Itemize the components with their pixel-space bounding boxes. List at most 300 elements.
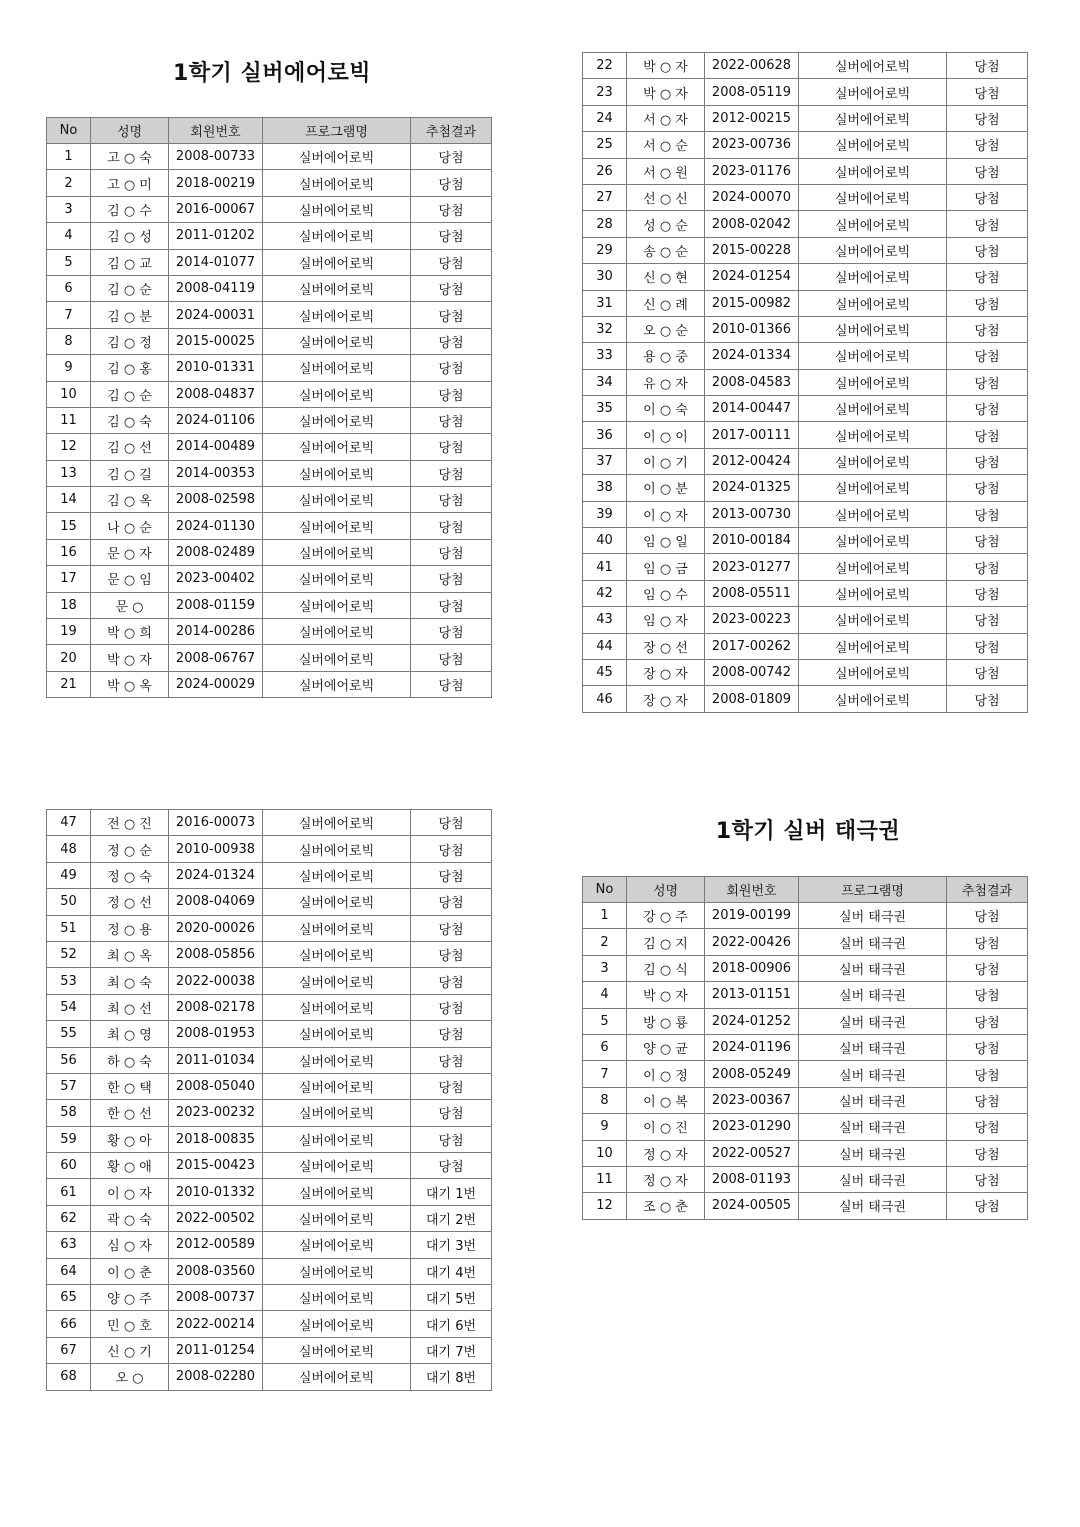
member-id-cell: 2024-01130 bbox=[169, 513, 263, 539]
member-id-cell: 2024-01254 bbox=[705, 264, 799, 290]
member-id-cell: 2014-01077 bbox=[169, 249, 263, 275]
program-cell: 실버에어로빅 bbox=[263, 434, 411, 460]
program-cell: 실버 태극권 bbox=[799, 1008, 947, 1034]
no-cell: 38 bbox=[583, 475, 627, 501]
result-cell: 당첨 bbox=[947, 633, 1028, 659]
aerobic-title: 1학기 실버에어로빅 bbox=[173, 61, 371, 86]
result-cell: 당첨 bbox=[947, 264, 1028, 290]
table-row bbox=[47, 1311, 492, 1337]
no-cell: 32 bbox=[583, 316, 627, 342]
no-cell: 29 bbox=[583, 237, 627, 263]
table-row bbox=[47, 1100, 492, 1126]
member-id-cell: 2024-01334 bbox=[705, 343, 799, 369]
program-cell: 실버에어로빅 bbox=[263, 355, 411, 381]
table-row bbox=[47, 539, 492, 565]
no-cell: 24 bbox=[583, 105, 627, 131]
no-cell: 64 bbox=[47, 1258, 91, 1284]
result-cell: 당첨 bbox=[411, 915, 492, 941]
result-cell: 당첨 bbox=[947, 903, 1028, 929]
member-id-cell: 2010-00184 bbox=[705, 528, 799, 554]
table-row bbox=[583, 237, 1028, 263]
program-cell: 실버에어로빅 bbox=[263, 566, 411, 592]
name-cell: 이 ○ 자 bbox=[91, 1179, 169, 1205]
member-id-cell: 2024-01324 bbox=[169, 862, 263, 888]
program-cell: 실버에어로빅 bbox=[799, 633, 947, 659]
name-cell: 김 ○ 길 bbox=[91, 460, 169, 486]
name-cell: 유 ○ 자 bbox=[627, 369, 705, 395]
no-cell: 63 bbox=[47, 1232, 91, 1258]
member-id-cell: 2011-01202 bbox=[169, 223, 263, 249]
name-cell: 이 ○ 숙 bbox=[627, 396, 705, 422]
table-row bbox=[47, 513, 492, 539]
table-row bbox=[583, 1166, 1028, 1192]
result-cell: 당첨 bbox=[411, 619, 492, 645]
table-row bbox=[583, 501, 1028, 527]
member-id-cell: 2008-01953 bbox=[169, 1021, 263, 1047]
result-cell: 당첨 bbox=[947, 158, 1028, 184]
result-cell: 당첨 bbox=[411, 836, 492, 862]
name-cell: 정 ○ 숙 bbox=[91, 862, 169, 888]
name-cell: 성 ○ 순 bbox=[627, 211, 705, 237]
program-cell: 실버에어로빅 bbox=[799, 79, 947, 105]
program-cell: 실버에어로빅 bbox=[263, 275, 411, 301]
table-row bbox=[47, 862, 492, 888]
member-id-cell: 2010-01366 bbox=[705, 316, 799, 342]
table-row bbox=[47, 968, 492, 994]
result-cell: 당첨 bbox=[947, 422, 1028, 448]
name-cell: 김 ○ 옥 bbox=[91, 487, 169, 513]
program-cell: 실버에어로빅 bbox=[799, 184, 947, 210]
table-row bbox=[47, 223, 492, 249]
table-row bbox=[583, 554, 1028, 580]
no-cell: 40 bbox=[583, 528, 627, 554]
table-row bbox=[47, 915, 492, 941]
name-cell: 김 ○ 식 bbox=[627, 955, 705, 981]
table-row bbox=[47, 1073, 492, 1099]
member-id-cell: 2018-00835 bbox=[169, 1126, 263, 1152]
member-id-header: 회원번호 bbox=[169, 118, 263, 144]
program-cell: 실버에어로빅 bbox=[263, 836, 411, 862]
no-cell: 55 bbox=[47, 1021, 91, 1047]
table-row bbox=[47, 1337, 492, 1363]
program-cell: 실버에어로빅 bbox=[799, 475, 947, 501]
program-cell: 실버에어로빅 bbox=[263, 1179, 411, 1205]
result-cell: 당첨 bbox=[411, 671, 492, 697]
result-cell: 당첨 bbox=[411, 460, 492, 486]
member-id-cell: 2008-02489 bbox=[169, 539, 263, 565]
member-id-cell: 2013-01151 bbox=[705, 982, 799, 1008]
member-id-cell: 2022-00527 bbox=[705, 1140, 799, 1166]
name-cell: 정 ○ 자 bbox=[627, 1166, 705, 1192]
no-cell: 56 bbox=[47, 1047, 91, 1073]
table-row bbox=[583, 422, 1028, 448]
member-id-cell: 2008-04583 bbox=[705, 369, 799, 395]
name-cell: 신 ○ 례 bbox=[627, 290, 705, 316]
table-row bbox=[583, 211, 1028, 237]
name-cell: 최 ○ 선 bbox=[91, 994, 169, 1020]
member-id-cell: 2014-00447 bbox=[705, 396, 799, 422]
no-cell: 52 bbox=[47, 941, 91, 967]
result-cell: 당첨 bbox=[947, 686, 1028, 712]
no-cell: 27 bbox=[583, 184, 627, 210]
name-cell: 나 ○ 순 bbox=[91, 513, 169, 539]
program-cell: 실버에어로빅 bbox=[799, 105, 947, 131]
table-row bbox=[583, 132, 1028, 158]
member-id-cell: 2016-00073 bbox=[169, 810, 263, 836]
program-cell: 실버에어로빅 bbox=[799, 53, 947, 79]
name-cell: 오 ○ 순 bbox=[627, 316, 705, 342]
result-cell: 당첨 bbox=[947, 955, 1028, 981]
result-cell: 당첨 bbox=[411, 249, 492, 275]
program-cell: 실버에어로빅 bbox=[799, 237, 947, 263]
program-cell: 실버에어로빅 bbox=[263, 1047, 411, 1073]
table-row bbox=[47, 487, 492, 513]
program-cell: 실버에어로빅 bbox=[799, 369, 947, 395]
no-cell: 15 bbox=[47, 513, 91, 539]
program-cell: 실버에어로빅 bbox=[263, 1232, 411, 1258]
table-row bbox=[583, 633, 1028, 659]
table-row bbox=[47, 249, 492, 275]
table-row bbox=[583, 903, 1028, 929]
table-row bbox=[583, 475, 1028, 501]
name-cell: 정 ○ 순 bbox=[91, 836, 169, 862]
program-cell: 실버에어로빅 bbox=[263, 539, 411, 565]
no-cell: 7 bbox=[47, 302, 91, 328]
member-id-cell: 2022-00038 bbox=[169, 968, 263, 994]
member-id-cell: 2024-00031 bbox=[169, 302, 263, 328]
name-cell: 서 ○ 순 bbox=[627, 132, 705, 158]
program-cell: 실버에어로빅 bbox=[263, 915, 411, 941]
result-cell: 당첨 bbox=[411, 566, 492, 592]
table-row bbox=[583, 290, 1028, 316]
program-cell: 실버 태극권 bbox=[799, 903, 947, 929]
name-cell: 문 ○ bbox=[91, 592, 169, 618]
name-cell: 심 ○ 자 bbox=[91, 1232, 169, 1258]
result-cell: 대기 8번 bbox=[411, 1364, 492, 1390]
member-id-cell: 2008-05119 bbox=[705, 79, 799, 105]
program-cell: 실버에어로빅 bbox=[799, 132, 947, 158]
member-id-cell: 2018-00219 bbox=[169, 170, 263, 196]
name-cell: 이 ○ 자 bbox=[627, 501, 705, 527]
result-cell: 당첨 bbox=[411, 994, 492, 1020]
program-cell: 실버에어로빅 bbox=[263, 1205, 411, 1231]
program-cell: 실버에어로빅 bbox=[263, 460, 411, 486]
program-cell: 실버 태극권 bbox=[799, 1034, 947, 1060]
name-cell: 방 ○ 룡 bbox=[627, 1008, 705, 1034]
name-cell: 하 ○ 숙 bbox=[91, 1047, 169, 1073]
member-id-cell: 2022-00628 bbox=[705, 53, 799, 79]
program-cell: 실버에어로빅 bbox=[799, 580, 947, 606]
no-cell: 8 bbox=[47, 328, 91, 354]
program-cell: 실버에어로빅 bbox=[263, 513, 411, 539]
result-cell: 당첨 bbox=[947, 982, 1028, 1008]
name-cell: 오 ○ bbox=[91, 1364, 169, 1390]
name-cell: 박 ○ 희 bbox=[91, 619, 169, 645]
no-cell: 25 bbox=[583, 132, 627, 158]
member-id-cell: 2017-00262 bbox=[705, 633, 799, 659]
member-id-cell: 2008-02598 bbox=[169, 487, 263, 513]
name-cell: 김 ○ 순 bbox=[91, 275, 169, 301]
no-cell: 23 bbox=[583, 79, 627, 105]
no-cell: 10 bbox=[47, 381, 91, 407]
result-cell: 당첨 bbox=[411, 275, 492, 301]
program-cell: 실버에어로빅 bbox=[263, 1126, 411, 1152]
program-cell: 실버에어로빅 bbox=[263, 407, 411, 433]
program-cell: 실버에어로빅 bbox=[263, 223, 411, 249]
program-cell: 실버에어로빅 bbox=[799, 686, 947, 712]
program-cell: 실버에어로빅 bbox=[263, 592, 411, 618]
result-cell: 당첨 bbox=[411, 1021, 492, 1047]
program-cell: 실버에어로빅 bbox=[799, 607, 947, 633]
no-cell: 14 bbox=[47, 487, 91, 513]
name-cell: 박 ○ 옥 bbox=[91, 671, 169, 697]
member-id-cell: 2008-00742 bbox=[705, 659, 799, 685]
result-cell: 대기 4번 bbox=[411, 1258, 492, 1284]
name-cell: 김 ○ 성 bbox=[91, 223, 169, 249]
member-id-cell: 2019-00199 bbox=[705, 903, 799, 929]
result-cell: 대기 7번 bbox=[411, 1337, 492, 1363]
program-cell: 실버에어로빅 bbox=[263, 941, 411, 967]
name-cell: 임 ○ 자 bbox=[627, 607, 705, 633]
program-cell: 실버에어로빅 bbox=[799, 422, 947, 448]
result-cell: 당첨 bbox=[947, 184, 1028, 210]
no-cell: 12 bbox=[583, 1193, 627, 1219]
member-id-cell: 2024-00505 bbox=[705, 1193, 799, 1219]
member-id-cell: 2008-03560 bbox=[169, 1258, 263, 1284]
result-cell: 당첨 bbox=[411, 645, 492, 671]
result-cell: 당첨 bbox=[947, 211, 1028, 237]
no-cell: 30 bbox=[583, 264, 627, 290]
result-cell: 당첨 bbox=[411, 592, 492, 618]
no-cell: 20 bbox=[47, 645, 91, 671]
table-row bbox=[583, 369, 1028, 395]
name-cell: 이 ○ 춘 bbox=[91, 1258, 169, 1284]
no-cell: 10 bbox=[583, 1140, 627, 1166]
no-cell: 11 bbox=[47, 407, 91, 433]
member-id-cell: 2024-01325 bbox=[705, 475, 799, 501]
program-cell: 실버에어로빅 bbox=[263, 1364, 411, 1390]
member-id-cell: 2012-00589 bbox=[169, 1232, 263, 1258]
no-cell: 1 bbox=[47, 144, 91, 170]
no-cell: 54 bbox=[47, 994, 91, 1020]
program-cell: 실버에어로빅 bbox=[263, 994, 411, 1020]
member-id-cell: 2015-00025 bbox=[169, 328, 263, 354]
result-cell: 당첨 bbox=[411, 1073, 492, 1099]
member-id-cell: 2024-01252 bbox=[705, 1008, 799, 1034]
member-id-cell: 2022-00502 bbox=[169, 1205, 263, 1231]
name-cell: 서 ○ 자 bbox=[627, 105, 705, 131]
table-row bbox=[47, 196, 492, 222]
result-cell: 당첨 bbox=[411, 1126, 492, 1152]
result-cell: 당첨 bbox=[947, 1087, 1028, 1113]
table-row bbox=[47, 407, 492, 433]
no-cell: 16 bbox=[47, 539, 91, 565]
program-cell: 실버에어로빅 bbox=[263, 196, 411, 222]
result-cell: 당첨 bbox=[947, 475, 1028, 501]
result-cell: 당첨 bbox=[947, 316, 1028, 342]
table-row bbox=[47, 994, 492, 1020]
no-cell: 4 bbox=[47, 223, 91, 249]
member-id-cell: 2023-01277 bbox=[705, 554, 799, 580]
no-cell: 61 bbox=[47, 1179, 91, 1205]
name-cell: 장 ○ 자 bbox=[627, 686, 705, 712]
no-cell: 62 bbox=[47, 1205, 91, 1231]
member-id-cell: 2012-00424 bbox=[705, 448, 799, 474]
no-cell: 9 bbox=[47, 355, 91, 381]
member-id-cell: 2015-00423 bbox=[169, 1153, 263, 1179]
no-cell: 41 bbox=[583, 554, 627, 580]
program-cell: 실버에어로빅 bbox=[263, 487, 411, 513]
program-header: 프로그램명 bbox=[263, 118, 411, 144]
table-row bbox=[583, 1087, 1028, 1113]
no-cell: 66 bbox=[47, 1311, 91, 1337]
program-cell: 실버 태극권 bbox=[799, 1114, 947, 1140]
no-cell: 53 bbox=[47, 968, 91, 994]
member-id-cell: 2023-00736 bbox=[705, 132, 799, 158]
table-row bbox=[47, 460, 492, 486]
member-id-cell: 2015-00982 bbox=[705, 290, 799, 316]
result-cell: 당첨 bbox=[947, 369, 1028, 395]
name-cell: 김 ○ 분 bbox=[91, 302, 169, 328]
program-cell: 실버에어로빅 bbox=[263, 381, 411, 407]
no-header: No bbox=[583, 877, 627, 903]
name-cell: 김 ○ 홍 bbox=[91, 355, 169, 381]
result-cell: 당첨 bbox=[947, 528, 1028, 554]
member-id-cell: 2014-00286 bbox=[169, 619, 263, 645]
name-cell: 장 ○ 선 bbox=[627, 633, 705, 659]
table-row bbox=[47, 592, 492, 618]
table-row bbox=[583, 264, 1028, 290]
no-cell: 26 bbox=[583, 158, 627, 184]
name-cell: 한 ○ 선 bbox=[91, 1100, 169, 1126]
no-cell: 33 bbox=[583, 343, 627, 369]
no-cell: 22 bbox=[583, 53, 627, 79]
name-cell: 이 ○ 기 bbox=[627, 448, 705, 474]
member-id-cell: 2008-06767 bbox=[169, 645, 263, 671]
name-cell: 임 ○ 금 bbox=[627, 554, 705, 580]
no-cell: 37 bbox=[583, 448, 627, 474]
program-cell: 실버에어로빅 bbox=[263, 968, 411, 994]
result-cell: 당첨 bbox=[411, 196, 492, 222]
member-id-cell: 2008-05511 bbox=[705, 580, 799, 606]
table-row bbox=[47, 810, 492, 836]
table-row bbox=[583, 1193, 1028, 1219]
result-cell: 당첨 bbox=[411, 810, 492, 836]
no-cell: 3 bbox=[583, 955, 627, 981]
name-cell: 이 ○ 진 bbox=[627, 1114, 705, 1140]
result-cell: 당첨 bbox=[411, 862, 492, 888]
program-header: 프로그램명 bbox=[799, 877, 947, 903]
table-row bbox=[47, 1153, 492, 1179]
no-cell: 6 bbox=[47, 275, 91, 301]
table-row bbox=[47, 1258, 492, 1284]
result-cell: 당첨 bbox=[947, 237, 1028, 263]
no-cell: 2 bbox=[583, 929, 627, 955]
result-cell: 당첨 bbox=[411, 302, 492, 328]
result-cell: 대기 6번 bbox=[411, 1311, 492, 1337]
program-cell: 실버에어로빅 bbox=[263, 1258, 411, 1284]
table-row bbox=[583, 1140, 1028, 1166]
result-cell: 당첨 bbox=[411, 889, 492, 915]
result-cell: 당첨 bbox=[947, 659, 1028, 685]
table-row bbox=[583, 955, 1028, 981]
no-cell: 17 bbox=[47, 566, 91, 592]
table-row bbox=[583, 607, 1028, 633]
member-id-cell: 2024-00029 bbox=[169, 671, 263, 697]
program-cell: 실버에어로빅 bbox=[263, 645, 411, 671]
program-cell: 실버에어로빅 bbox=[263, 862, 411, 888]
no-header: No bbox=[47, 118, 91, 144]
no-cell: 57 bbox=[47, 1073, 91, 1099]
name-cell: 장 ○ 자 bbox=[627, 659, 705, 685]
aerobic-table-part2 bbox=[582, 52, 1028, 713]
program-cell: 실버에어로빅 bbox=[263, 1073, 411, 1099]
result-cell: 당첨 bbox=[947, 1034, 1028, 1060]
member-id-cell: 2023-00232 bbox=[169, 1100, 263, 1126]
member-id-cell: 2008-01159 bbox=[169, 592, 263, 618]
name-cell: 황 ○ 아 bbox=[91, 1126, 169, 1152]
no-cell: 28 bbox=[583, 211, 627, 237]
result-cell: 당첨 bbox=[411, 539, 492, 565]
member-id-cell: 2022-00426 bbox=[705, 929, 799, 955]
name-cell: 문 ○ 임 bbox=[91, 566, 169, 592]
name-cell: 임 ○ 일 bbox=[627, 528, 705, 554]
member-id-cell: 2010-01331 bbox=[169, 355, 263, 381]
no-cell: 4 bbox=[583, 982, 627, 1008]
program-cell: 실버에어로빅 bbox=[263, 889, 411, 915]
result-cell: 당첨 bbox=[947, 501, 1028, 527]
table-row bbox=[583, 158, 1028, 184]
name-cell: 문 ○ 자 bbox=[91, 539, 169, 565]
no-cell: 31 bbox=[583, 290, 627, 316]
member-id-cell: 2008-05856 bbox=[169, 941, 263, 967]
result-header: 추첨결과 bbox=[411, 118, 492, 144]
member-id-cell: 2008-04837 bbox=[169, 381, 263, 407]
name-cell: 선 ○ 신 bbox=[627, 184, 705, 210]
table-row bbox=[47, 1205, 492, 1231]
no-cell: 65 bbox=[47, 1285, 91, 1311]
aerobic-table-part3 bbox=[46, 809, 492, 1391]
table-row bbox=[583, 79, 1028, 105]
program-cell: 실버 태극권 bbox=[799, 1140, 947, 1166]
table-row bbox=[583, 448, 1028, 474]
result-cell: 당첨 bbox=[411, 407, 492, 433]
member-id-cell: 2024-01196 bbox=[705, 1034, 799, 1060]
result-cell: 대기 1번 bbox=[411, 1179, 492, 1205]
no-cell: 9 bbox=[583, 1114, 627, 1140]
program-cell: 실버에어로빅 bbox=[263, 1153, 411, 1179]
name-cell: 고 ○ 숙 bbox=[91, 144, 169, 170]
name-cell: 박 ○ 자 bbox=[627, 982, 705, 1008]
no-cell: 68 bbox=[47, 1364, 91, 1390]
name-cell: 황 ○ 애 bbox=[91, 1153, 169, 1179]
result-cell: 당첨 bbox=[411, 513, 492, 539]
member-id-cell: 2011-01034 bbox=[169, 1047, 263, 1073]
no-cell: 5 bbox=[47, 249, 91, 275]
result-cell: 당첨 bbox=[411, 1153, 492, 1179]
table-row bbox=[583, 528, 1028, 554]
name-cell: 송 ○ 순 bbox=[627, 237, 705, 263]
member-id-cell: 2012-00215 bbox=[705, 105, 799, 131]
result-cell: 당첨 bbox=[947, 79, 1028, 105]
no-cell: 51 bbox=[47, 915, 91, 941]
result-cell: 당첨 bbox=[947, 1140, 1028, 1166]
program-cell: 실버에어로빅 bbox=[263, 249, 411, 275]
taichi-title: 1학기 실버 태극권 bbox=[715, 819, 901, 844]
table-row bbox=[47, 645, 492, 671]
program-cell: 실버에어로빅 bbox=[263, 1100, 411, 1126]
table-row bbox=[47, 144, 492, 170]
